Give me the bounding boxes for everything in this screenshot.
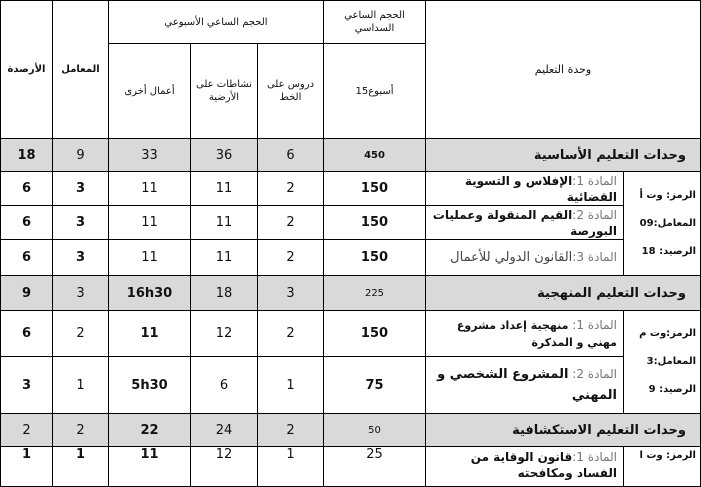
unit-semester: 50	[324, 414, 426, 447]
unit-code: الرمز: وت ا	[639, 450, 696, 461]
subject-other-work: 11	[109, 447, 191, 487]
subject-other-work: 11	[109, 311, 191, 357]
unit-credits: 2	[1, 414, 53, 447]
unit-coefficient: 2	[53, 414, 109, 447]
unit-credits: 9	[1, 276, 53, 311]
unit-code-block	[624, 447, 701, 487]
unit-credits: 18	[1, 139, 53, 172]
unit-code-coefficient: المعامل:09	[639, 217, 696, 229]
subject-semester: 25	[324, 447, 426, 487]
subject-other-work: 11	[109, 206, 191, 240]
subject-online-lessons: 1	[258, 357, 324, 414]
header-credits: الأرصدة	[1, 1, 53, 139]
subject-row	[1, 240, 701, 276]
unit-other-work: 16h30	[109, 276, 191, 311]
unit-semester: 450	[324, 139, 426, 172]
unit-online-lessons: 6	[258, 139, 324, 172]
subject-coefficient: 2	[53, 311, 109, 357]
unit-code-credit: الرصيد: 18	[641, 245, 696, 257]
subject-name: الإفلاس و التسوية القضائية	[464, 173, 617, 204]
subject-row	[1, 311, 701, 357]
subject-row	[1, 206, 701, 240]
subject-semester: 150	[324, 240, 426, 276]
unit-name: وحدات التعليم الاستكشافية	[426, 414, 701, 447]
subject-online-lessons: 2	[258, 172, 324, 206]
subject-row	[1, 447, 701, 487]
subject-semester: 150	[324, 172, 426, 206]
unit-row	[1, 414, 701, 447]
subject-online-activities: 6	[191, 357, 258, 414]
unit-name: وحدات التعليم الأساسية	[426, 139, 701, 172]
subject-other-work: 11	[109, 240, 191, 276]
unit-code-credit: الرصيد: 9	[648, 384, 696, 395]
subject-coefficient: 1	[53, 447, 109, 487]
subject-name-cell	[426, 240, 624, 276]
subject-online-activities: 11	[191, 172, 258, 206]
subject-name: القانون الدولي للأعمال	[450, 250, 573, 265]
unit-coefficient: 3	[53, 276, 109, 311]
header-coefficient: المعامل	[53, 1, 109, 139]
subject-semester: 75	[324, 357, 426, 414]
unit-code-coefficient: المعامل:3	[646, 356, 696, 367]
unit-other-work: 33	[109, 139, 191, 172]
subject-name: المشروع الشخصي و المهني	[437, 367, 617, 403]
subject-online-lessons: 1	[258, 447, 324, 487]
unit-semester: 225	[324, 276, 426, 311]
header-weeks: 15أسبوع	[324, 44, 426, 139]
subject-coefficient: 3	[53, 206, 109, 240]
subject-credits: 6	[1, 240, 53, 276]
subject-name: قانون الوقاية من الفساد ومكافحته	[470, 450, 617, 480]
subject-name-cell	[426, 447, 624, 487]
subject-name-cell	[426, 357, 624, 414]
unit-row	[1, 276, 701, 311]
subject-label: المادة 2:	[572, 207, 617, 222]
subject-online-activities: 12	[191, 311, 258, 357]
unit-coefficient: 9	[53, 139, 109, 172]
unit-online-activities: 18	[191, 276, 258, 311]
subject-name: القيم المنقولة وعمليات البورصة	[432, 207, 617, 238]
subject-semester: 150	[324, 206, 426, 240]
subject-row	[1, 172, 701, 206]
subject-other-work: 11	[109, 172, 191, 206]
subject-online-lessons: 2	[258, 311, 324, 357]
subject-online-activities: 11	[191, 240, 258, 276]
header-other-work: أعمال أخرى	[109, 44, 191, 139]
subject-credits: 3	[1, 357, 53, 414]
subject-online-lessons: 2	[258, 240, 324, 276]
subject-semester: 150	[324, 311, 426, 357]
subject-label: المادة 3:	[572, 250, 617, 264]
subject-label: المادة 1:	[572, 450, 617, 464]
subject-credits: 1	[1, 447, 53, 487]
subject-online-lessons: 2	[258, 206, 324, 240]
subject-online-activities: 11	[191, 206, 258, 240]
unit-online-lessons: 3	[258, 276, 324, 311]
subject-coefficient: 3	[53, 172, 109, 206]
subject-name-cell	[426, 206, 624, 240]
header-semester-volume: الحجم الساعي السداسي	[324, 1, 426, 44]
header-weekly-volume: الحجم الساعي الأسبوعي	[109, 1, 324, 44]
unit-code-block	[624, 311, 701, 414]
unit-other-work: 22	[109, 414, 191, 447]
header-online-activities: نشاطات على الأرضية	[191, 44, 258, 139]
subject-row	[1, 357, 701, 414]
subject-name: منهجية إعداد مشروع مهني و المذكرة	[456, 318, 617, 349]
subject-label: المادة 1:	[572, 317, 617, 332]
unit-code: الرمز:وت م	[639, 328, 696, 339]
subject-label: المادة 1:	[572, 173, 617, 188]
header-teaching-unit: وحدة التعليم	[426, 1, 701, 139]
unit-online-lessons: 2	[258, 414, 324, 447]
unit-row	[1, 139, 701, 172]
subject-credits: 6	[1, 311, 53, 357]
subject-label: المادة 2:	[572, 367, 617, 381]
subject-name-cell	[426, 172, 624, 206]
subject-online-activities: 12	[191, 447, 258, 487]
unit-code: الرمز: وت أ	[639, 189, 696, 201]
subject-credits: 6	[1, 172, 53, 206]
unit-code-block	[624, 172, 701, 276]
unit-online-activities: 36	[191, 139, 258, 172]
subject-coefficient: 1	[53, 357, 109, 414]
unit-online-activities: 24	[191, 414, 258, 447]
subject-name-cell	[426, 311, 624, 357]
unit-name: وحدات التعليم المنهجية	[426, 276, 701, 311]
subject-credits: 6	[1, 206, 53, 240]
header-online-lessons: دروس على الخط	[258, 44, 324, 139]
subject-other-work: 5h30	[109, 357, 191, 414]
subject-coefficient: 3	[53, 240, 109, 276]
